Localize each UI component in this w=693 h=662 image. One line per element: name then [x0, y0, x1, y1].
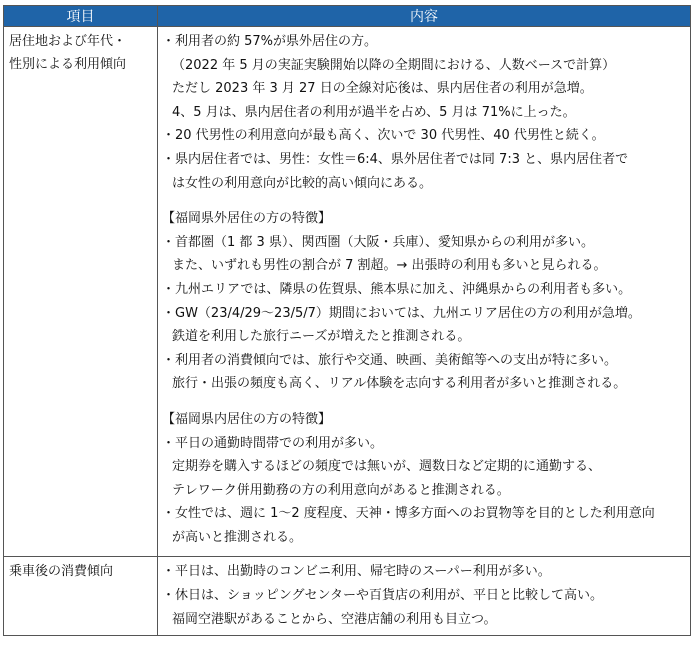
- content-line: ・平日は、出勤時のコンビニ利用、帰宅時のスーパー利用が多い。: [162, 564, 551, 580]
- section-spacer: [162, 396, 686, 408]
- content-line: ・九州エリアでは、隣県の佐賀県、熊本県に加え、沖縄県からの利用者も多い。: [162, 281, 632, 297]
- header-row: [4, 6, 691, 27]
- content-line: ただし 2023 年 3 月 27 日の全線対応後は、県内居住者の利用が急増。: [172, 81, 593, 97]
- category-label: 性別による利用傾向: [9, 57, 127, 72]
- header-item: 項目: [4, 6, 158, 27]
- category-cell: [4, 27, 158, 557]
- content-line: ・女性では、週に 1～2 度程度、天神・博多方面へのお買物等を目的とした利用意向: [162, 506, 655, 522]
- content-line: ・利用者の消費傾向では、旅行や交通、映画、美術館等への支出が特に多い。: [162, 352, 618, 368]
- category-label: 乗車後の消費傾向: [9, 564, 114, 580]
- content-line: ・首都圏（1 都 3 県）、関西圏（大阪・兵庫）、愛知県からの利用が多い。: [162, 234, 594, 250]
- category-label: 居住地および年代・: [9, 34, 127, 49]
- table-row: [4, 557, 691, 636]
- content-line: 定期券を購入するほどの頻度では無いが、週数日など定期的に通勤する、: [172, 459, 602, 475]
- content-line: テレワーク併用勤務の方の利用意向があると推測される。: [172, 482, 510, 498]
- table-row: [4, 27, 691, 557]
- content-line: ・利用者の約 57%が県外居住の方。: [162, 34, 378, 49]
- content-line: ・休日は、ショッピングセンターや百貨店の利用が、平日と比較して高い。: [162, 588, 603, 604]
- content-line: 【福岡県外居住の方の特徴】: [162, 211, 332, 227]
- content-line: また、いずれも男性の割合が 7 割超。→ 出張時の利用も多いと見られる。: [172, 258, 607, 274]
- content-line: 鉄道を利用した旅行ニーズが増えたと推測される。: [172, 329, 471, 345]
- section-spacer: [162, 549, 686, 552]
- content-line: 4、5 月は、県内居住者の利用が過半を占め、5 月は 71%に上った。: [172, 104, 576, 120]
- content-line: ・平日の通勤時間帯での利用が多い。: [162, 435, 384, 451]
- category-cell: [4, 557, 158, 636]
- content-line: ・20 代男性の利用意向が最も高く、次いで 30 代男性、40 代男性と続く。: [162, 128, 605, 144]
- content-line: （2022 年 5 月の実証実験開始以降の全期間における、人数ベースで計算）: [172, 57, 616, 73]
- table-body: [4, 27, 691, 636]
- content-line: 【福岡県内居住の方の特徴】: [162, 411, 332, 427]
- header-content: 内容: [158, 6, 691, 27]
- section-spacer: [162, 195, 686, 207]
- content-line: ・GW（23/4/29～23/5/7）期間においては、九州エリア居住の方の利用が急増。: [162, 305, 641, 321]
- content-line: 旅行・出張の頻度も高く、リアル体験を志向する利用者が多いと推測される。: [172, 376, 627, 392]
- content-line: 福岡空港駅があることから、空港店舗の利用も目立つ。: [172, 611, 497, 627]
- content-cell: [158, 27, 691, 557]
- content-line: は女性の利用意向が比較的高い傾向にある。: [172, 175, 433, 191]
- content-line: が高いと推測される。: [172, 529, 303, 545]
- info-table: [3, 5, 691, 636]
- content-cell: [158, 557, 691, 636]
- content-line: ・県内居住者では、男性：女性＝6:4、県外居住者では同 7:3 と、県内居住者で: [162, 151, 629, 167]
